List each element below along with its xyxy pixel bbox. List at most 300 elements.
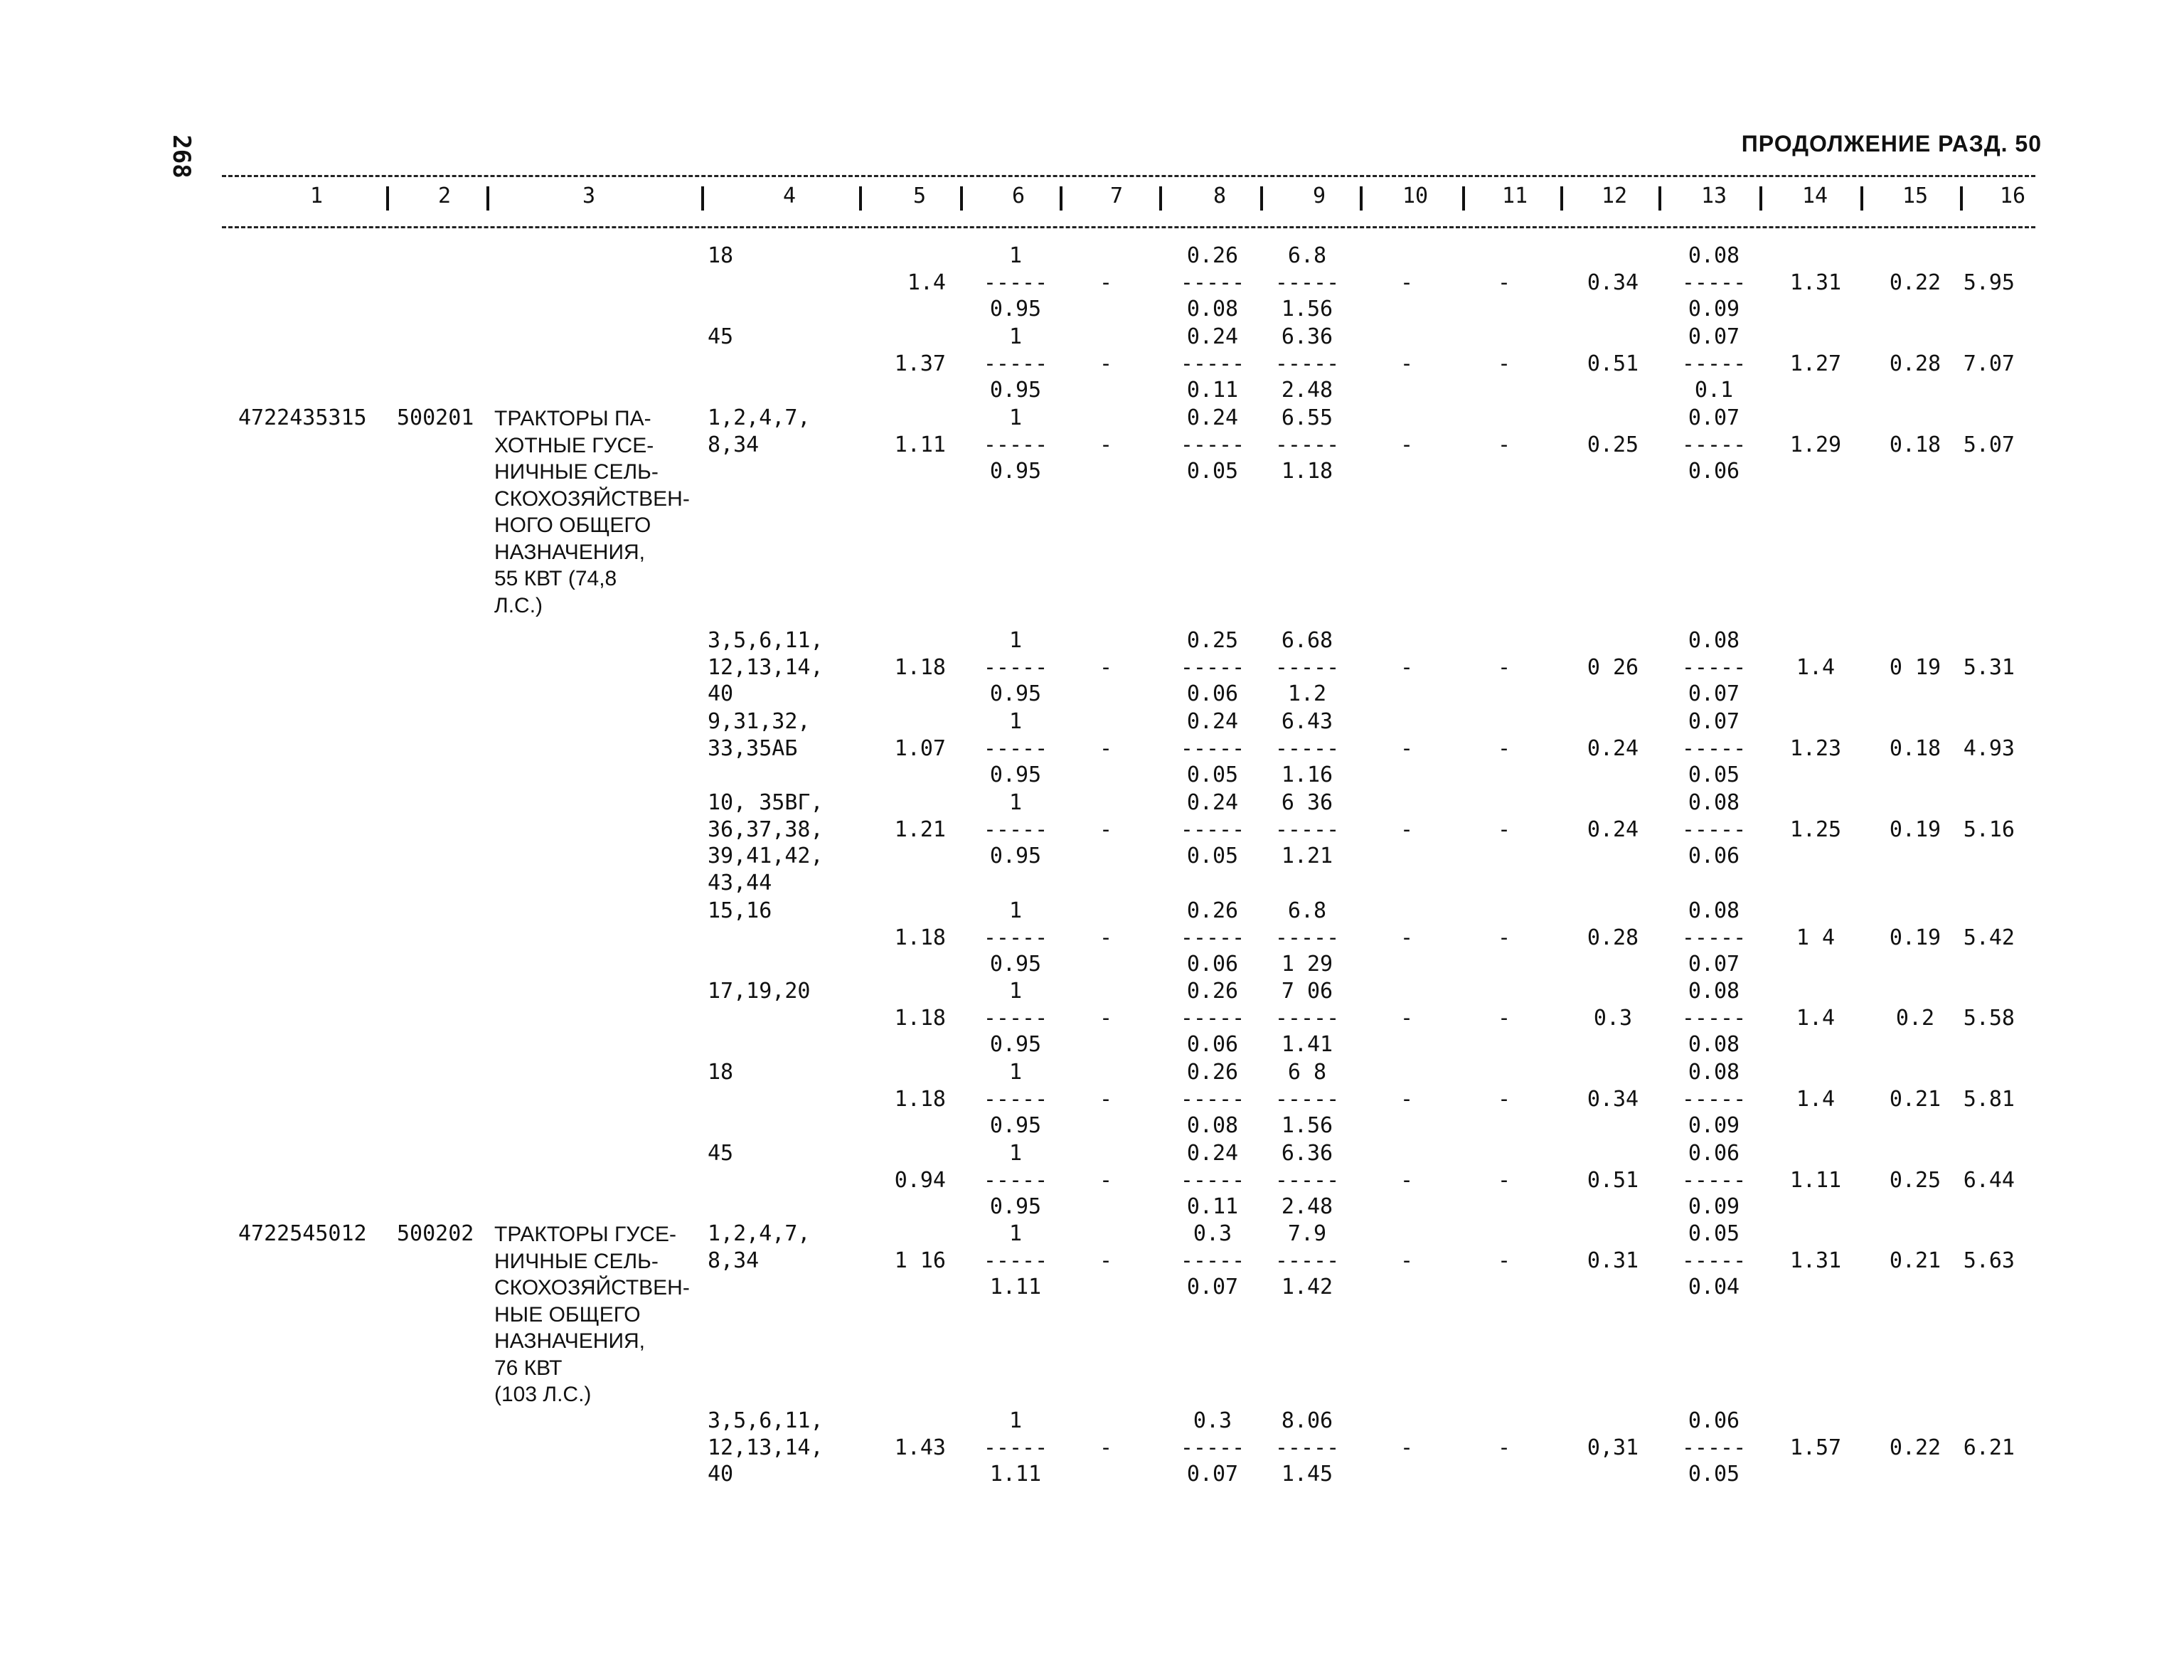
column-header-2: 2 <box>437 184 452 208</box>
cell-col-11: - <box>1497 270 1511 295</box>
cell-col-15: 0.22 <box>1889 270 1941 295</box>
cell-col-10: - <box>1400 1435 1414 1460</box>
cell-col-5: 1.4 <box>907 270 946 295</box>
cell-col-9-denominator: 1.2 <box>1287 681 1327 706</box>
product-code: 4722545012 <box>238 1221 367 1246</box>
cell-col-11: - <box>1497 817 1511 842</box>
cell-col-14: 1.23 <box>1789 735 1842 761</box>
fraction-bar: ----- <box>1681 270 1747 295</box>
cell-col-9-denominator: 1.16 <box>1281 762 1333 787</box>
cell-col-7: - <box>1099 654 1113 680</box>
fraction-bar: ----- <box>1180 735 1245 761</box>
cell-col-13-numerator: 0.08 <box>1688 790 1740 815</box>
cell-col-8-numerator: 0.26 <box>1186 979 1239 1004</box>
fraction-bar: ----- <box>983 1167 1048 1193</box>
cell-col-14: 1.4 <box>1796 1086 1836 1112</box>
cell-col-9-denominator: 1.42 <box>1281 1275 1333 1299</box>
section-title: ПРОДОЛЖЕНИЕ РАЗД. 50 <box>1741 131 2042 156</box>
product-description-line: 76 КВТ <box>494 1356 563 1380</box>
condition-line: 43,44 <box>708 870 772 895</box>
cell-col-12: 0,31 <box>1587 1435 1639 1460</box>
cell-col-7: - <box>1099 1248 1113 1273</box>
product-code: 4722435315 <box>238 405 367 430</box>
cell-col-8-numerator: 0.24 <box>1186 1141 1239 1166</box>
cell-col-8-denominator: 0.05 <box>1186 844 1239 868</box>
cell-col-9-denominator: 1.56 <box>1281 297 1333 321</box>
cell-col-11: - <box>1497 1248 1511 1273</box>
fraction-bar: ----- <box>1681 1248 1747 1273</box>
cell-col-8-denominator: 0.08 <box>1186 1113 1239 1138</box>
cell-col-13-denominator: 0.05 <box>1688 1462 1740 1487</box>
cell-col-5: 1.18 <box>894 925 946 950</box>
product-description-line: ТРАКТОРЫ ГУСЕ- <box>494 1223 676 1246</box>
cell-col-13-numerator: 0.07 <box>1688 324 1740 349</box>
cell-col-15: 0 19 <box>1889 654 1941 680</box>
fraction-bar: ----- <box>983 817 1048 842</box>
cell-col-9-denominator: 1 29 <box>1281 952 1333 977</box>
cell-col-15: 0.28 <box>1889 351 1941 376</box>
cell-col-13-numerator: 0.08 <box>1688 628 1740 653</box>
cell-col-8-denominator: 0.05 <box>1186 762 1239 787</box>
column-separator <box>1960 186 1963 211</box>
column-separator <box>1658 186 1661 211</box>
product-description-line: НЫЕ ОБЩЕГО <box>494 1302 641 1327</box>
cell-col-16: 5.58 <box>1963 1005 2015 1031</box>
fraction-bar: ----- <box>1180 1248 1245 1273</box>
cell-col-15: 0.19 <box>1889 817 1941 842</box>
fraction-bar: ----- <box>1274 654 1340 680</box>
cell-col-13-numerator: 0.08 <box>1688 1060 1740 1085</box>
cell-col-6-denominator: 0.95 <box>989 762 1042 787</box>
cell-col-8-denominator: 0.11 <box>1186 1194 1239 1219</box>
cell-col-9-denominator: 1.21 <box>1281 844 1333 868</box>
product-description <box>494 1221 690 1408</box>
cell-col-15: 0.22 <box>1889 1435 1941 1460</box>
cell-col-9-numerator: 6.36 <box>1281 324 1333 349</box>
cell-col-10: - <box>1400 735 1414 761</box>
column-header-10: 10 <box>1402 184 1429 208</box>
cell-col-6-numerator: 1 <box>1008 790 1023 815</box>
fraction-bar: ----- <box>983 1086 1048 1112</box>
fraction-bar: ----- <box>983 735 1048 761</box>
cell-col-9-denominator: 1.56 <box>1281 1113 1333 1138</box>
product-description <box>494 405 690 619</box>
cell-col-5: 1.11 <box>894 432 946 457</box>
column-separator <box>1060 186 1062 211</box>
column-separator <box>1260 186 1263 211</box>
cell-col-8-numerator: 0.25 <box>1186 628 1239 653</box>
cell-col-16: 5.16 <box>1963 817 2015 842</box>
cell-col-5: 1.37 <box>894 351 946 376</box>
cell-col-6-denominator: 0.95 <box>989 952 1042 977</box>
column-separator <box>1462 186 1465 211</box>
column-header-11: 11 <box>1501 184 1528 208</box>
cell-col-14: 1.4 <box>1796 1005 1836 1031</box>
cell-col-15: 0.18 <box>1889 432 1941 457</box>
column-header-5: 5 <box>912 184 927 208</box>
cell-col-12: 0.34 <box>1587 1086 1639 1112</box>
fraction-bar: ----- <box>983 1005 1048 1031</box>
cell-col-5: 1.18 <box>894 654 946 680</box>
product-description-line: НАЗНАЧЕНИЯ, <box>494 1329 646 1353</box>
cell-col-9-denominator: 1.41 <box>1281 1032 1333 1057</box>
fraction-bar: ----- <box>1274 1167 1340 1193</box>
cell-col-8-denominator: 0.06 <box>1186 681 1239 706</box>
fraction-bar: ----- <box>1180 654 1245 680</box>
condition-line: 18 <box>708 243 734 268</box>
cell-col-7: - <box>1099 925 1113 950</box>
cell-col-9-numerator: 6.43 <box>1281 709 1333 734</box>
fraction-bar: ----- <box>1681 817 1747 842</box>
cell-col-13-denominator: 0.08 <box>1688 1032 1740 1057</box>
cell-col-12: 0.24 <box>1587 817 1639 842</box>
cell-col-15: 0.21 <box>1889 1086 1941 1112</box>
cell-col-9-numerator: 7 06 <box>1281 979 1333 1004</box>
cell-col-10: - <box>1400 654 1414 680</box>
condition-line: 1,2,4,7, <box>708 405 811 430</box>
condition-line: 10, 35ВГ, <box>708 790 824 815</box>
column-header-16: 16 <box>1999 184 2026 208</box>
cell-col-15: 0.25 <box>1889 1167 1941 1193</box>
column-header-7: 7 <box>1109 184 1124 208</box>
fraction-bar: ----- <box>983 270 1048 295</box>
fraction-bar: ----- <box>1274 270 1340 295</box>
column-separator <box>486 186 489 211</box>
cell-col-12: 0.51 <box>1587 351 1639 376</box>
cell-col-13-denominator: 0.06 <box>1688 459 1740 484</box>
cell-col-6-denominator: 0.95 <box>989 1194 1042 1219</box>
cell-col-7: - <box>1099 1005 1113 1031</box>
cell-col-13-numerator: 0.07 <box>1688 709 1740 734</box>
column-header-15: 15 <box>1902 184 1929 208</box>
fraction-bar: ----- <box>983 925 1048 950</box>
fraction-bar: ----- <box>1180 1167 1245 1193</box>
cell-col-6-denominator: 0.95 <box>989 1113 1042 1138</box>
cell-col-7: - <box>1099 270 1113 295</box>
cell-col-9-denominator: 2.48 <box>1281 378 1333 403</box>
condition-line: 3,5,6,11, <box>708 1408 824 1433</box>
cell-col-16: 4.93 <box>1963 735 2015 761</box>
cell-col-6-denominator: 1.11 <box>989 1275 1042 1299</box>
condition-line: 39,41,42, <box>708 844 824 868</box>
cell-col-10: - <box>1400 1086 1414 1112</box>
cell-col-13-numerator: 0.07 <box>1688 405 1740 430</box>
column-header-13: 13 <box>1700 184 1727 208</box>
fraction-bar: ----- <box>1180 270 1245 295</box>
cell-col-16: 5.31 <box>1963 654 2015 680</box>
header-rule-top <box>222 175 2035 177</box>
cell-col-6-denominator: 0.95 <box>989 681 1042 706</box>
product-description-line: 55 КВТ (74,8 <box>494 567 617 590</box>
cell-col-5: 0.94 <box>894 1167 946 1193</box>
cell-col-13-denominator: 0.09 <box>1688 1194 1740 1219</box>
cell-col-14: 1.25 <box>1789 817 1842 842</box>
cell-col-15: 0.19 <box>1889 925 1941 950</box>
column-separator <box>386 186 389 211</box>
cell-col-5: 1 16 <box>894 1248 946 1273</box>
cell-col-13-numerator: 0.08 <box>1688 243 1740 268</box>
cell-col-12: 0.34 <box>1587 270 1639 295</box>
cell-col-16: 6.21 <box>1963 1435 2015 1460</box>
cell-col-6-numerator: 1 <box>1008 709 1023 734</box>
cell-col-6-numerator: 1 <box>1008 1060 1023 1085</box>
fraction-bar: ----- <box>1681 1435 1747 1460</box>
column-header-4: 4 <box>782 184 797 208</box>
cell-col-8-denominator: 0.11 <box>1186 378 1239 403</box>
cell-col-11: - <box>1497 351 1511 376</box>
cell-col-11: - <box>1497 735 1511 761</box>
cell-col-13-denominator: 0.04 <box>1688 1275 1740 1299</box>
cell-col-13-numerator: 0.06 <box>1688 1408 1740 1433</box>
condition-line: 33,35АБ <box>708 735 798 761</box>
cell-col-14: 1.31 <box>1789 1248 1842 1273</box>
cell-col-14: 1 4 <box>1796 925 1836 950</box>
cell-col-15: 0.21 <box>1889 1248 1941 1273</box>
cell-col-8-numerator: 0.24 <box>1186 324 1239 349</box>
cell-col-10: - <box>1400 925 1414 950</box>
fraction-bar: ----- <box>983 432 1048 457</box>
fraction-bar: ----- <box>1274 817 1340 842</box>
cell-col-14: 1.11 <box>1789 1167 1842 1193</box>
cell-col-7: - <box>1099 1086 1113 1112</box>
cell-col-15: 0.18 <box>1889 735 1941 761</box>
cell-col-6-numerator: 1 <box>1008 1221 1023 1246</box>
cell-col-14: 1.27 <box>1789 351 1842 376</box>
column-header-9: 9 <box>1312 184 1326 208</box>
condition-line: 40 <box>708 681 734 706</box>
cell-col-8-numerator: 0.3 <box>1193 1408 1232 1433</box>
product-description-line: НИЧНЫЕ СЕЛЬ- <box>494 460 659 484</box>
cell-col-8-numerator: 0.24 <box>1186 790 1239 815</box>
condition-line: 8,34 <box>708 432 760 457</box>
product-subcode: 500202 <box>397 1221 474 1246</box>
cell-col-16: 5.07 <box>1963 432 2015 457</box>
cell-col-8-denominator: 0.07 <box>1186 1462 1239 1487</box>
condition-line: 9,31,32, <box>708 709 811 734</box>
condition-line: 12,13,14, <box>708 654 824 680</box>
condition-line: 8,34 <box>708 1248 760 1273</box>
fraction-bar: ----- <box>1274 1435 1340 1460</box>
cell-col-13-numerator: 0.06 <box>1688 1141 1740 1166</box>
fraction-bar: ----- <box>1681 351 1747 376</box>
column-header-3: 3 <box>582 184 596 208</box>
cell-col-9-denominator: 1.18 <box>1281 459 1333 484</box>
cell-col-8-denominator: 0.05 <box>1186 459 1239 484</box>
cell-col-7: - <box>1099 817 1113 842</box>
cell-col-12: 0 26 <box>1587 654 1639 680</box>
fraction-bar: ----- <box>1681 432 1747 457</box>
product-description-line: ТРАКТОРЫ ПА- <box>494 407 651 430</box>
cell-col-9-denominator: 1.45 <box>1281 1462 1333 1487</box>
cell-col-12: 0.31 <box>1587 1248 1639 1273</box>
product-description-line: НОГО ОБЩЕГО <box>494 514 651 537</box>
cell-col-16: 5.81 <box>1963 1086 2015 1112</box>
cell-col-13-denominator: 0.1 <box>1694 378 1734 403</box>
condition-line: 45 <box>708 324 734 349</box>
column-separator <box>1560 186 1563 211</box>
condition-line: 12,13,14, <box>708 1435 824 1460</box>
cell-col-13-numerator: 0.05 <box>1688 1221 1740 1246</box>
cell-col-8-numerator: 0.24 <box>1186 709 1239 734</box>
cell-col-13-denominator: 0.09 <box>1688 1113 1740 1138</box>
condition-line: 40 <box>708 1462 734 1487</box>
cell-col-16: 6.44 <box>1963 1167 2015 1193</box>
column-header-8: 8 <box>1213 184 1227 208</box>
cell-col-9-numerator: 6.68 <box>1281 628 1333 653</box>
cell-col-8-denominator: 0.06 <box>1186 952 1239 977</box>
fraction-bar: ----- <box>1274 351 1340 376</box>
cell-col-7: - <box>1099 735 1113 761</box>
cell-col-11: - <box>1497 1086 1511 1112</box>
column-separator <box>859 186 862 211</box>
fraction-bar: ----- <box>983 654 1048 680</box>
cell-col-5: 1.18 <box>894 1086 946 1112</box>
product-description-line: НАЗНАЧЕНИЯ, <box>494 540 646 564</box>
cell-col-10: - <box>1400 270 1414 295</box>
fraction-bar: ----- <box>983 351 1048 376</box>
cell-col-9-numerator: 6.55 <box>1281 405 1333 430</box>
cell-col-8-numerator: 0.26 <box>1186 898 1239 923</box>
column-header-12: 12 <box>1601 184 1628 208</box>
cell-col-8-denominator: 0.08 <box>1186 297 1239 321</box>
header-rule-bottom <box>222 226 2035 228</box>
cell-col-13-denominator: 0.07 <box>1688 681 1740 706</box>
fraction-bar: ----- <box>1681 925 1747 950</box>
condition-line: 3,5,6,11, <box>708 628 824 653</box>
cell-col-13-denominator: 0.07 <box>1688 952 1740 977</box>
fraction-bar: ----- <box>1681 1005 1747 1031</box>
product-description-line: СКОХОЗЯЙСТВЕН- <box>494 1276 690 1299</box>
cell-col-12: 0.28 <box>1587 925 1639 950</box>
cell-col-8-denominator: 0.06 <box>1186 1032 1239 1057</box>
cell-col-15: 0.2 <box>1895 1005 1935 1031</box>
cell-col-14: 1.29 <box>1789 432 1842 457</box>
column-separator <box>1860 186 1863 211</box>
cell-col-9-numerator: 6.36 <box>1281 1141 1333 1166</box>
fraction-bar: ----- <box>1274 1086 1340 1112</box>
cell-col-13-numerator: 0.08 <box>1688 898 1740 923</box>
condition-line: 15,16 <box>708 898 772 923</box>
cell-col-11: - <box>1497 925 1511 950</box>
condition-line: 1,2,4,7, <box>708 1221 811 1246</box>
cell-col-11: - <box>1497 1435 1511 1460</box>
product-description-line: СКОХОЗЯЙСТВЕН- <box>494 487 690 511</box>
cell-col-6-numerator: 1 <box>1008 1408 1023 1433</box>
fraction-bar: ----- <box>1180 817 1245 842</box>
product-description-line: НИЧНЫЕ СЕЛЬ- <box>494 1249 659 1273</box>
cell-col-13-denominator: 0.09 <box>1688 297 1740 321</box>
fraction-bar: ----- <box>1681 1167 1747 1193</box>
column-separator <box>960 186 963 211</box>
fraction-bar: ----- <box>1180 925 1245 950</box>
cell-col-8-denominator: 0.07 <box>1186 1275 1239 1299</box>
cell-col-9-denominator: 2.48 <box>1281 1194 1333 1219</box>
cell-col-14: 1.4 <box>1796 654 1836 680</box>
cell-col-16: 7.07 <box>1963 351 2015 376</box>
cell-col-6-denominator: 0.95 <box>989 297 1042 321</box>
cell-col-13-numerator: 0.08 <box>1688 979 1740 1004</box>
fraction-bar: ----- <box>1180 351 1245 376</box>
cell-col-5: 1.07 <box>894 735 946 761</box>
cell-col-9-numerator: 8.06 <box>1281 1408 1333 1433</box>
page-number: 268 <box>167 134 196 179</box>
cell-col-11: - <box>1497 432 1511 457</box>
cell-col-8-numerator: 0.26 <box>1186 243 1239 268</box>
fraction-bar: ----- <box>1681 654 1747 680</box>
cell-col-9-numerator: 6.8 <box>1287 243 1327 268</box>
fraction-bar: ----- <box>983 1248 1048 1273</box>
cell-col-7: - <box>1099 1167 1113 1193</box>
cell-col-6-denominator: 1.11 <box>989 1462 1042 1487</box>
cell-col-6-numerator: 1 <box>1008 628 1023 653</box>
product-description-line: ХОТНЫЕ ГУСЕ- <box>494 433 654 457</box>
fraction-bar: ----- <box>1274 1005 1340 1031</box>
cell-col-7: - <box>1099 351 1113 376</box>
column-header-6: 6 <box>1011 184 1026 208</box>
fraction-bar: ----- <box>1180 1435 1245 1460</box>
cell-col-6-numerator: 1 <box>1008 1141 1023 1166</box>
fraction-bar: ----- <box>1274 432 1340 457</box>
cell-col-6-numerator: 1 <box>1008 324 1023 349</box>
cell-col-11: - <box>1497 1167 1511 1193</box>
cell-col-12: 0.51 <box>1587 1167 1639 1193</box>
cell-col-6-numerator: 1 <box>1008 243 1023 268</box>
condition-line: 36,37,38, <box>708 817 824 842</box>
cell-col-13-denominator: 0.06 <box>1688 844 1740 868</box>
cell-col-8-numerator: 0.3 <box>1193 1221 1232 1246</box>
condition-line: 45 <box>708 1141 734 1166</box>
cell-col-7: - <box>1099 432 1113 457</box>
product-description-line: Л.С.) <box>494 593 543 617</box>
cell-col-16: 5.63 <box>1963 1248 2015 1273</box>
column-header-14: 14 <box>1801 184 1828 208</box>
cell-col-6-denominator: 0.95 <box>989 844 1042 868</box>
cell-col-6-denominator: 0.95 <box>989 459 1042 484</box>
cell-col-10: - <box>1400 432 1414 457</box>
column-header-1: 1 <box>309 184 324 208</box>
fraction-bar: ----- <box>1180 1086 1245 1112</box>
fraction-bar: ----- <box>1274 1248 1340 1273</box>
fraction-bar: ----- <box>1681 735 1747 761</box>
condition-line: 17,19,20 <box>708 979 811 1004</box>
cell-col-9-numerator: 6 36 <box>1281 790 1333 815</box>
fraction-bar: ----- <box>983 1435 1048 1460</box>
cell-col-6-denominator: 0.95 <box>989 378 1042 403</box>
fraction-bar: ----- <box>1180 1005 1245 1031</box>
cell-col-16: 5.95 <box>1963 270 2015 295</box>
cell-col-11: - <box>1497 654 1511 680</box>
cell-col-10: - <box>1400 1167 1414 1193</box>
cell-col-5: 1.21 <box>894 817 946 842</box>
cell-col-9-numerator: 7.9 <box>1287 1221 1327 1246</box>
column-separator <box>1759 186 1762 211</box>
cell-col-8-numerator: 0.24 <box>1186 405 1239 430</box>
cell-col-8-numerator: 0.26 <box>1186 1060 1239 1085</box>
cell-col-10: - <box>1400 817 1414 842</box>
cell-col-7: - <box>1099 1435 1113 1460</box>
cell-col-14: 1.57 <box>1789 1435 1842 1460</box>
product-description-line: (103 Л.С.) <box>494 1383 592 1406</box>
condition-line: 18 <box>708 1060 734 1085</box>
cell-col-5: 1.43 <box>894 1435 946 1460</box>
column-separator <box>1360 186 1363 211</box>
cell-col-10: - <box>1400 1248 1414 1273</box>
cell-col-14: 1.31 <box>1789 270 1842 295</box>
fraction-bar: ----- <box>1180 432 1245 457</box>
cell-col-6-denominator: 0.95 <box>989 1032 1042 1057</box>
cell-col-9-numerator: 6 8 <box>1287 1060 1327 1085</box>
cell-col-6-numerator: 1 <box>1008 405 1023 430</box>
